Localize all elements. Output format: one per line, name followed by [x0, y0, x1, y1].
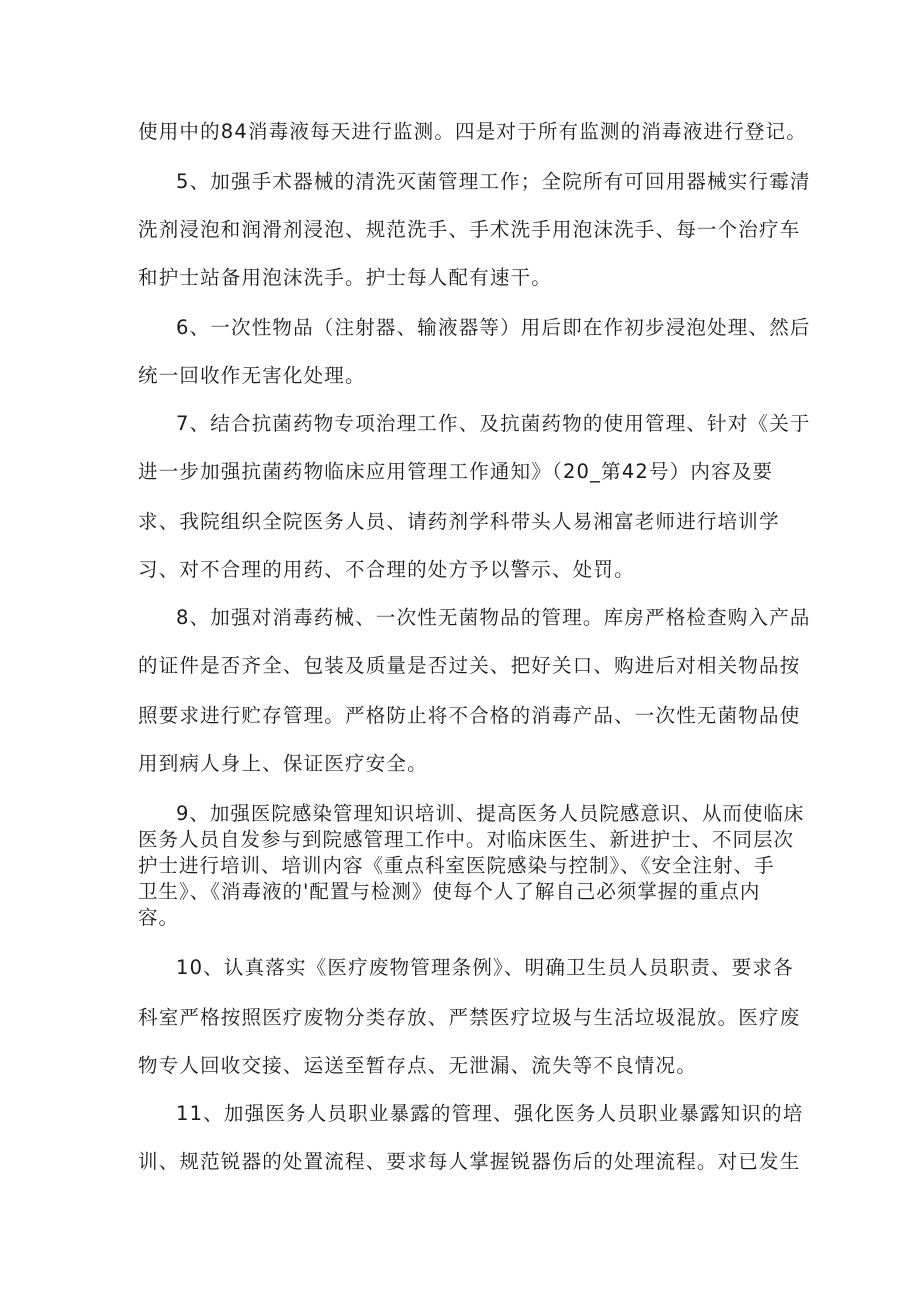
- item-8-line: 用到病人身上、保证医疗安全。: [138, 752, 428, 775]
- item-10-line: 科室严格按照医疗废物分类存放、严禁医疗垃圾与生活垃圾混放。医疗废: [138, 1006, 801, 1029]
- item-6-line: 统一回收作无害化处理。: [138, 364, 366, 387]
- item-8-line: 照要求进行贮存管理。严格防止将不合格的消毒产品、一次性无菌物品使: [138, 704, 801, 727]
- item-10-line: 物专人回收交接、运送至暂存点、无泄漏、流失等不良情况。: [138, 1054, 697, 1077]
- item-6-line: 6、一次性物品（注射器、输液器等）用后即在作初步浸泡处理、然后: [176, 316, 811, 339]
- item-7-line: 7、结合抗菌药物专项治理工作、及抗菌药物的使用管理、针对《关于: [176, 412, 811, 435]
- item-10-line: 10、认真落实《医疗废物管理条例》、明确卫生员人员职责、要求各: [176, 956, 794, 979]
- item-5-line: 和护士站备用泡沫洗手。护士每人配有速干。: [138, 266, 553, 289]
- item-5-line: 洗剂浸泡和润滑剂浸泡、规范洗手、手术洗手用泡沫洗手、每一个治疗车: [138, 218, 801, 241]
- paragraph-line: 使用中的84消毒液每天进行监测。四是对于所有监测的消毒液进行登记。: [138, 120, 807, 143]
- item-8-line: 8、加强对消毒药械、一次性无菌物品的管理。库房严格检查购入产品: [176, 606, 811, 629]
- item-8-line: 的证件是否齐全、包装及质量是否过关、把好关口、购进后对相关物品按: [138, 654, 801, 677]
- item-9-line: 医务人员自发参与到院感管理工作中。对临床医生、新进护士、不同层次: [138, 828, 795, 851]
- item-7-line: 习、对不合理的用药、不合理的处方予以警示、处罚。: [138, 558, 635, 581]
- item-9-line: 9、加强医院感染管理知识培训、提高医务人员院感意识、从而使临床: [176, 802, 805, 825]
- item-9-line: 卫生》、《消毒液的'配置与检测》使每个人了解自己必须掌握的重点内: [138, 880, 761, 903]
- item-9-line: 护士进行培训、培训内容《重点科室医院感染与控制》、《安全注射、手: [138, 854, 775, 877]
- item-7-line: 进一步加强抗菌药物临床应用管理工作通知》（20_第42号）内容及要: [138, 460, 774, 483]
- item-11-line: 11、加强医务人员职业暴露的管理、强化医务人员职业暴露知识的培: [176, 1102, 804, 1125]
- item-11-line: 训、规范锐器的处置流程、要求每人掌握锐器伤后的处理流程。对已发生: [138, 1150, 801, 1173]
- item-9-line: 容。: [138, 906, 180, 929]
- item-5-line: 5、加强手术器械的清洗灭菌管理工作；全院所有可回用器械实行霉清: [176, 170, 811, 193]
- item-7-line: 求、我院组织全院医务人员、请药剂学科带头人易湘富老师进行培训学: [138, 510, 780, 533]
